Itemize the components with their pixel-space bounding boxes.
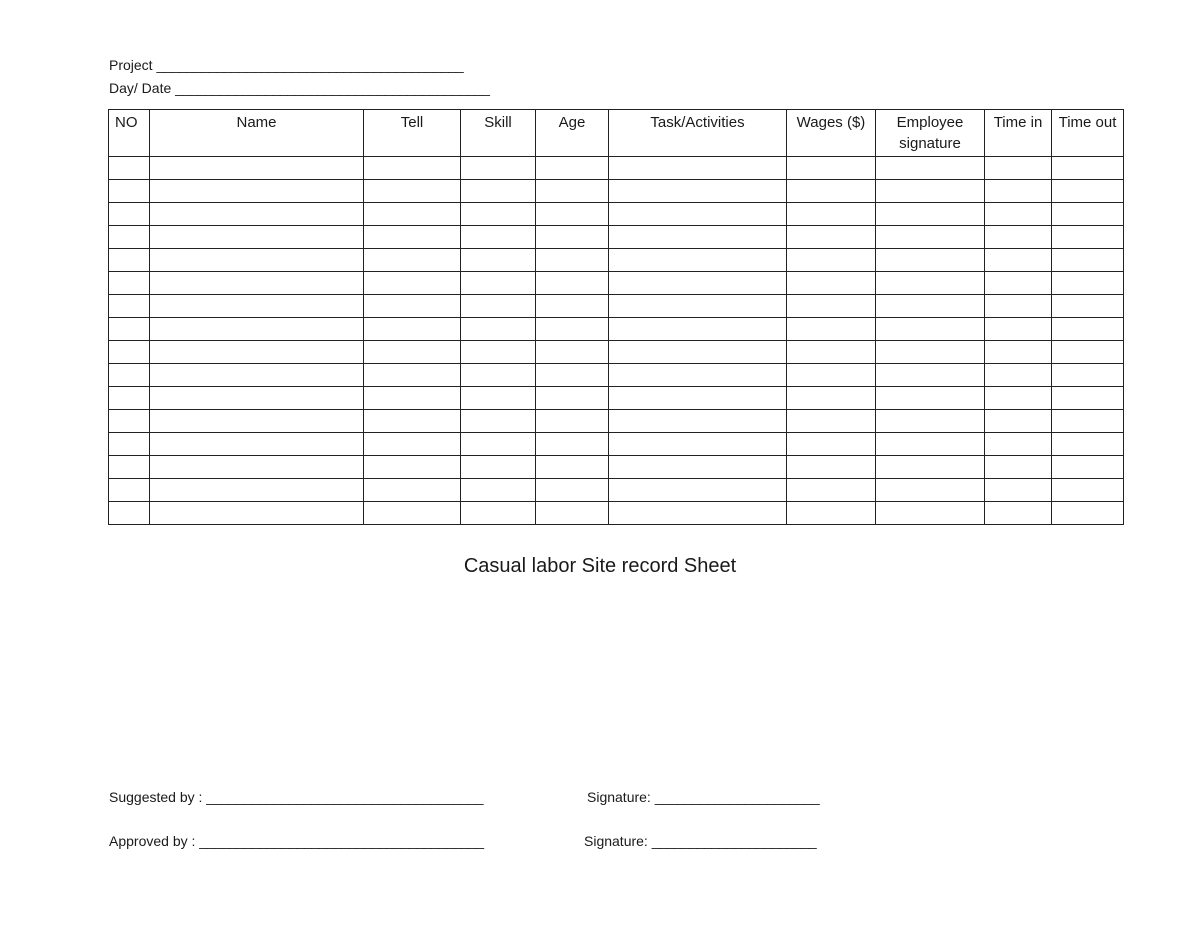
table-cell[interactable] [109, 341, 150, 364]
table-cell[interactable] [787, 479, 876, 502]
record-table [108, 109, 1124, 525]
table-cell[interactable] [364, 180, 461, 203]
table-cell[interactable] [364, 410, 461, 433]
table-cell[interactable] [150, 318, 364, 341]
column-header-no: NO [109, 110, 150, 157]
table-cell[interactable] [461, 318, 536, 341]
table-cell[interactable] [1052, 410, 1124, 433]
sheet-title: Casual labor Site record Sheet [463, 555, 737, 577]
suggested-by-blank-line[interactable]: _____________________________________ [206, 789, 484, 805]
project-blank-line[interactable]: _________________________________________ [156, 57, 464, 73]
table-cell[interactable] [787, 502, 876, 525]
column-header-age: Age [536, 110, 609, 157]
table-cell[interactable] [461, 410, 536, 433]
table-cell[interactable] [985, 479, 1052, 502]
table-cell[interactable] [787, 341, 876, 364]
table-cell[interactable] [1052, 387, 1124, 410]
table-cell[interactable] [876, 226, 985, 249]
table-cell[interactable] [536, 410, 609, 433]
column-header-skill: Skill [461, 110, 536, 157]
table-cell[interactable] [876, 479, 985, 502]
table-cell[interactable] [461, 272, 536, 295]
table-cell[interactable] [536, 387, 609, 410]
suggested-signature-label: Signature: [587, 789, 651, 805]
column-header-task: Task/Activities [609, 110, 787, 157]
table-cell[interactable] [876, 249, 985, 272]
table-cell[interactable] [536, 318, 609, 341]
table-cell[interactable] [609, 272, 787, 295]
date-blank-line[interactable]: __________________________________________ [175, 80, 490, 96]
table-cell[interactable] [985, 180, 1052, 203]
table-cell[interactable] [876, 318, 985, 341]
table-cell[interactable] [364, 249, 461, 272]
table-row [109, 410, 1124, 433]
approved-signature-field [584, 832, 816, 850]
project-label: Project [109, 57, 153, 73]
table-cell[interactable] [109, 272, 150, 295]
table-cell[interactable] [109, 387, 150, 410]
table-cell[interactable] [609, 226, 787, 249]
table-cell[interactable] [109, 410, 150, 433]
table-cell[interactable] [787, 364, 876, 387]
table-cell[interactable] [787, 272, 876, 295]
table-cell[interactable] [1052, 341, 1124, 364]
table-cell[interactable] [876, 295, 985, 318]
table-row [109, 387, 1124, 410]
column-header-wages: Wages ($) [787, 110, 876, 157]
table-cell[interactable] [364, 433, 461, 456]
table-cell[interactable] [985, 364, 1052, 387]
table-cell[interactable] [536, 249, 609, 272]
table-cell[interactable] [150, 433, 364, 456]
table-row [109, 226, 1124, 249]
table-row [109, 502, 1124, 525]
suggested-signature-field [587, 788, 819, 806]
table-body [109, 157, 1124, 525]
table-cell[interactable] [609, 502, 787, 525]
table-cell[interactable] [1052, 203, 1124, 226]
project-field [109, 56, 463, 74]
suggested-by-field [109, 788, 483, 806]
table-cell[interactable] [364, 341, 461, 364]
table-cell[interactable] [109, 433, 150, 456]
column-header-employee-signature: Employee signature [876, 110, 985, 157]
table-cell[interactable] [787, 387, 876, 410]
table-cell[interactable] [109, 479, 150, 502]
table-cell[interactable] [787, 295, 876, 318]
table-cell[interactable] [109, 456, 150, 479]
table-cell[interactable] [609, 410, 787, 433]
table-cell[interactable] [150, 249, 364, 272]
table-cell[interactable] [364, 387, 461, 410]
table-cell[interactable] [1052, 479, 1124, 502]
table-cell[interactable] [364, 295, 461, 318]
table-cell[interactable] [985, 387, 1052, 410]
table-cell[interactable] [461, 180, 536, 203]
table-cell[interactable] [787, 249, 876, 272]
column-header-tell: Tell [364, 110, 461, 157]
table-cell[interactable] [1052, 226, 1124, 249]
table-row [109, 433, 1124, 456]
date-field [109, 79, 490, 97]
table-cell[interactable] [609, 479, 787, 502]
table-cell[interactable] [985, 502, 1052, 525]
table-cell[interactable] [1052, 272, 1124, 295]
table-cell[interactable] [876, 341, 985, 364]
table-cell[interactable] [461, 157, 536, 180]
column-header-time-out: Time out [1052, 110, 1124, 157]
table-cell[interactable] [787, 456, 876, 479]
table-cell[interactable] [364, 479, 461, 502]
table-cell[interactable] [109, 226, 150, 249]
table-cell[interactable] [150, 456, 364, 479]
table-cell[interactable] [609, 203, 787, 226]
table-cell[interactable] [985, 203, 1052, 226]
table-cell[interactable] [150, 180, 364, 203]
table-cell[interactable] [536, 180, 609, 203]
table-cell[interactable] [1052, 433, 1124, 456]
table-cell[interactable] [536, 203, 609, 226]
approved-by-blank-line[interactable]: ______________________________________ [199, 833, 484, 849]
table-cell[interactable] [461, 226, 536, 249]
approved-by-field [109, 832, 484, 850]
table-cell[interactable] [876, 157, 985, 180]
table-row [109, 479, 1124, 502]
table-cell[interactable] [364, 203, 461, 226]
table-row [109, 157, 1124, 180]
table-row [109, 364, 1124, 387]
column-header-name: Name [150, 110, 364, 157]
table-cell[interactable] [536, 226, 609, 249]
table-row [109, 295, 1124, 318]
table-cell[interactable] [109, 157, 150, 180]
table-cell[interactable] [461, 433, 536, 456]
table-cell[interactable] [985, 341, 1052, 364]
table-cell[interactable] [536, 364, 609, 387]
table-cell[interactable] [150, 295, 364, 318]
table-cell[interactable] [876, 433, 985, 456]
table-cell[interactable] [109, 249, 150, 272]
table-cell[interactable] [876, 203, 985, 226]
table-cell[interactable] [461, 341, 536, 364]
table-cell[interactable] [364, 318, 461, 341]
table-cell[interactable] [536, 433, 609, 456]
table-cell[interactable] [787, 410, 876, 433]
table-cell[interactable] [461, 203, 536, 226]
table-row [109, 249, 1124, 272]
table-cell[interactable] [985, 249, 1052, 272]
table-cell[interactable] [876, 364, 985, 387]
table-cell[interactable] [109, 364, 150, 387]
table-cell[interactable] [985, 295, 1052, 318]
table-cell[interactable] [150, 272, 364, 295]
table-row [109, 341, 1124, 364]
table-cell[interactable] [150, 157, 364, 180]
approved-signature-blank-line[interactable]: ______________________ [651, 833, 817, 849]
table-cell[interactable] [609, 341, 787, 364]
table-cell[interactable] [609, 249, 787, 272]
table-row [109, 318, 1124, 341]
table-cell[interactable] [109, 502, 150, 525]
suggested-by-label: Suggested by : [109, 789, 203, 805]
table-cell[interactable] [461, 502, 536, 525]
table-cell[interactable] [150, 410, 364, 433]
table-cell[interactable] [876, 272, 985, 295]
table-cell[interactable] [461, 479, 536, 502]
table-cell[interactable] [364, 364, 461, 387]
table-cell[interactable] [1052, 318, 1124, 341]
table-cell[interactable] [364, 272, 461, 295]
table-cell[interactable] [150, 341, 364, 364]
table-cell[interactable] [536, 295, 609, 318]
approved-by-label: Approved by : [109, 833, 196, 849]
table-cell[interactable] [609, 433, 787, 456]
table-cell[interactable] [876, 502, 985, 525]
table-cell[interactable] [1052, 180, 1124, 203]
table-header-row [109, 110, 1124, 157]
table-cell[interactable] [609, 295, 787, 318]
table-cell[interactable] [536, 502, 609, 525]
table-cell[interactable] [985, 272, 1052, 295]
table-cell[interactable] [364, 456, 461, 479]
table-cell[interactable] [985, 318, 1052, 341]
table-row [109, 203, 1124, 226]
table-cell[interactable] [985, 226, 1052, 249]
table-cell[interactable] [536, 157, 609, 180]
table-cell[interactable] [150, 387, 364, 410]
table-cell[interactable] [876, 180, 985, 203]
table-cell[interactable] [985, 410, 1052, 433]
table-cell[interactable] [1052, 157, 1124, 180]
table-cell[interactable] [461, 456, 536, 479]
table-cell[interactable] [536, 341, 609, 364]
table-cell[interactable] [985, 433, 1052, 456]
table-cell[interactable] [536, 272, 609, 295]
table-cell[interactable] [536, 479, 609, 502]
table-cell[interactable] [609, 180, 787, 203]
table-row [109, 272, 1124, 295]
table-cell[interactable] [876, 387, 985, 410]
table-cell[interactable] [150, 226, 364, 249]
table-cell[interactable] [109, 318, 150, 341]
table-cell[interactable] [609, 456, 787, 479]
table-cell[interactable] [364, 157, 461, 180]
table-cell[interactable] [876, 410, 985, 433]
table-cell[interactable] [787, 226, 876, 249]
table-cell[interactable] [150, 364, 364, 387]
table-cell[interactable] [109, 180, 150, 203]
table-row [109, 180, 1124, 203]
date-label: Day/ Date [109, 80, 172, 96]
table-cell[interactable] [985, 157, 1052, 180]
table-cell[interactable] [787, 433, 876, 456]
approved-signature-label: Signature: [584, 833, 648, 849]
table-cell[interactable] [787, 318, 876, 341]
table-cell[interactable] [985, 456, 1052, 479]
table-cell[interactable] [150, 203, 364, 226]
table-cell[interactable] [364, 502, 461, 525]
table-cell[interactable] [609, 364, 787, 387]
table-cell[interactable] [364, 226, 461, 249]
table-cell[interactable] [1052, 364, 1124, 387]
table-row [109, 456, 1124, 479]
table-cell[interactable] [1052, 249, 1124, 272]
table-cell[interactable] [461, 249, 536, 272]
table-cell[interactable] [109, 203, 150, 226]
table-cell[interactable] [109, 295, 150, 318]
table-cell[interactable] [787, 157, 876, 180]
table-cell[interactable] [536, 456, 609, 479]
table-cell[interactable] [787, 203, 876, 226]
table-cell[interactable] [787, 180, 876, 203]
table-cell[interactable] [1052, 502, 1124, 525]
suggested-signature-blank-line[interactable]: ______________________ [654, 789, 820, 805]
table-cell[interactable] [150, 479, 364, 502]
table-cell[interactable] [609, 157, 787, 180]
column-header-time-in: Time in [985, 110, 1052, 157]
table-cell[interactable] [609, 387, 787, 410]
table-cell[interactable] [461, 387, 536, 410]
table-cell[interactable] [876, 456, 985, 479]
table-cell[interactable] [609, 318, 787, 341]
table-cell[interactable] [150, 502, 364, 525]
table-cell[interactable] [1052, 456, 1124, 479]
table-cell[interactable] [461, 295, 536, 318]
table-cell[interactable] [461, 364, 536, 387]
table-cell[interactable] [1052, 295, 1124, 318]
